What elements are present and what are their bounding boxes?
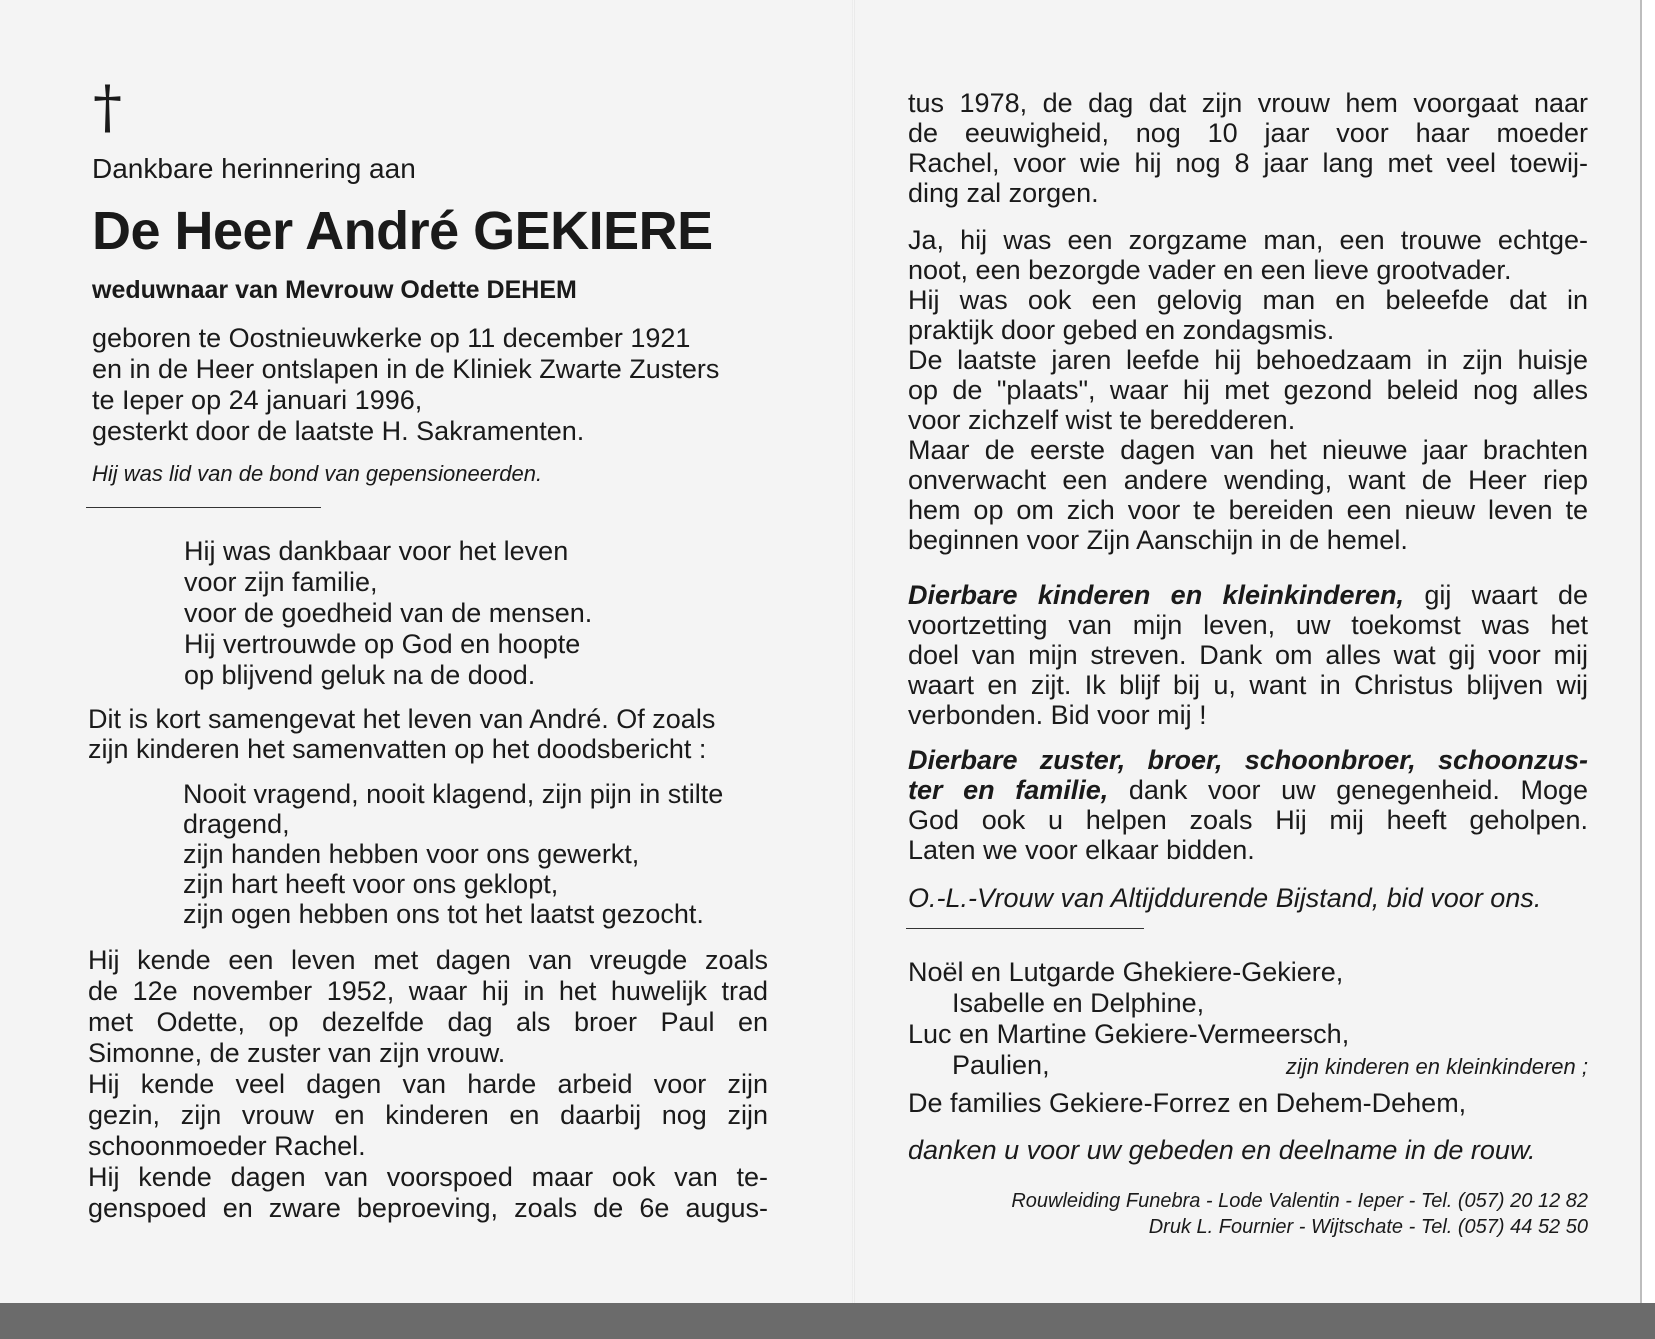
message-to-family bbox=[908, 745, 1588, 865]
text-line: Hij kende veel dagen van harde arbeid voor zijn bbox=[88, 1069, 768, 1099]
text-line: doel van mijn streven. Dank om alles wat gij voor mij bbox=[908, 640, 1588, 670]
text-line: ding zal zorgen. bbox=[908, 178, 1099, 208]
quote-line: zijn hart heeft voor ons geklopt, bbox=[183, 869, 559, 899]
text-line: verbonden. Bid voor mij ! bbox=[908, 700, 1207, 730]
text-line: God ook u helpen zoals Hij mij heeft geholpen. bbox=[908, 805, 1588, 835]
birth-line: geboren te Oostnieuwkerke op 11 december 1921 bbox=[92, 323, 691, 353]
text-line: de 12e november 1952, waar hij in het huwelijk trad bbox=[88, 976, 768, 1006]
text-line: tus 1978, de dag dat zijn vrouw hem voorgaat naar bbox=[908, 88, 1588, 118]
address-lead: ter en familie, bbox=[908, 775, 1109, 805]
text-line bbox=[908, 775, 1588, 805]
text-line: genspoed en zware beproeving, zoals de 6e augus- bbox=[88, 1193, 768, 1223]
thanks-line: danken u voor uw gebeden en deelname in de rouw. bbox=[908, 1135, 1536, 1165]
family-member: Paulien, bbox=[952, 1050, 1050, 1080]
birth-death-info bbox=[92, 323, 719, 447]
poem bbox=[184, 536, 592, 691]
continuation-paragraph bbox=[908, 88, 1588, 208]
membership-note: Hij was lid van de bond van gepensioneerden. bbox=[92, 461, 543, 486]
text-line: Hij kende een leven met dagen van vreugde zoals bbox=[88, 945, 768, 975]
poem-line: Hij vertrouwde op God en hoopte bbox=[184, 629, 581, 659]
text-line: zijn kinderen het samenvatten op het doodsbericht : bbox=[88, 734, 707, 764]
relation-label: zijn kinderen en kleinkinderen ; bbox=[1285, 1054, 1588, 1079]
text-line: voor zichzelf wist te beredderen. bbox=[908, 405, 1296, 435]
text-line: Hij was ook een gelovig man en beleefde dat in bbox=[908, 285, 1588, 315]
text-line: beginnen voor Zijn Aanschijn in de hemel. bbox=[908, 525, 1408, 555]
greeting: Dankbare herinnering aan bbox=[92, 153, 416, 184]
death-notice-quote bbox=[183, 779, 723, 929]
family-line bbox=[908, 1050, 1588, 1082]
quote-line: dragend, bbox=[183, 809, 290, 839]
scan-background-strip bbox=[0, 1303, 1655, 1339]
text-line: hem op om zich voor te bereiden een nieuw leven te bbox=[908, 495, 1588, 525]
message-to-children bbox=[908, 580, 1588, 730]
credit-line: Rouwleiding Funebra - Lode Valentin - Ieper - Tel. (057) 20 12 82 bbox=[1011, 1190, 1588, 1212]
text-line: met Odette, op dezelfde dag als broer Paul en bbox=[88, 1007, 768, 1037]
text-line bbox=[908, 580, 1588, 610]
credit-line: Druk L. Fournier - Wijtschate - Tel. (057) 44 52 50 bbox=[1148, 1216, 1588, 1238]
widower-line: weduwnaar van Mevrouw Odette DEHEM bbox=[92, 276, 577, 304]
birth-line: te Ieper op 24 januari 1996, bbox=[92, 385, 423, 415]
family-line: Luc en Martine Gekiere-Vermeersch, bbox=[908, 1019, 1350, 1049]
text-line: Ja, hij was een zorgzame man, een trouwe echtge- bbox=[908, 225, 1588, 255]
text-line: Maar de eerste dagen van het nieuwe jaar brachten bbox=[908, 435, 1588, 465]
address-lead: Dierbare zuster, broer, schoonbroer, schoonzus- bbox=[908, 745, 1588, 775]
poem-line: voor de goedheid van de mensen. bbox=[184, 598, 593, 628]
text-line: voortzetting van mijn leven, uw toekomst was het bbox=[908, 610, 1588, 640]
poem-line: voor zijn familie, bbox=[184, 567, 378, 597]
text-line: De laatste jaren leefde hij behoedzaam in zijn huisje bbox=[908, 345, 1588, 375]
text-line: Laten we voor elkaar bidden. bbox=[908, 835, 1255, 865]
text-line: op de "plaats", waar hij met gezond beleid nog alles bbox=[908, 375, 1588, 405]
text-line: onverwacht een andere wending, want de Heer riep bbox=[908, 465, 1588, 495]
text-line: schoonmoeder Rachel. bbox=[88, 1131, 366, 1161]
character-paragraph bbox=[908, 225, 1588, 555]
quote-line: zijn ogen hebben ons tot het laatst gezocht. bbox=[183, 899, 704, 929]
family-line: Isabelle en Delphine, bbox=[952, 988, 1205, 1018]
text-line: Hij kende dagen van voorspoed maar ook van te- bbox=[88, 1162, 768, 1192]
family-line: De families Gekiere-Forrez en Dehem-Dehem, bbox=[908, 1088, 1467, 1118]
family-list bbox=[908, 957, 1588, 1119]
birth-line: en in de Heer ontslapen in de Kliniek Zwarte Zusters bbox=[92, 354, 720, 384]
divider bbox=[906, 928, 1144, 929]
cross-icon: † bbox=[93, 73, 122, 141]
text-line: Rachel, voor wie hij nog 8 jaar lang met veel toewij- bbox=[908, 148, 1588, 178]
card-fold bbox=[852, 0, 855, 1303]
text-line: gezin, zijn vrouw en kinderen en daarbij nog zijn bbox=[88, 1100, 768, 1130]
printer-credits bbox=[908, 1188, 1588, 1240]
address-lead: Dierbare kinderen en kleinkinderen, bbox=[908, 580, 1405, 610]
text-line: noot, een bezorgde vader en een lieve grootvader. bbox=[908, 255, 1512, 285]
family-line: Noël en Lutgarde Ghekiere-Gekiere, bbox=[908, 957, 1344, 987]
text-line: Simonne, de zuster van zijn vrouw. bbox=[88, 1038, 506, 1068]
text-line: waart en zijt. Ik blijf bij u, want in Christus blijven wij bbox=[908, 670, 1588, 700]
quote-line: zijn handen hebben voor ons gewerkt, bbox=[183, 839, 640, 869]
text-span: gij waart de bbox=[1404, 580, 1588, 610]
divider bbox=[86, 507, 321, 508]
text-line: de eeuwigheid, nog 10 jaar voor haar moeder bbox=[908, 118, 1588, 148]
birth-line: gesterkt door de laatste H. Sakramenten. bbox=[92, 416, 585, 446]
quote-line: Nooit vragend, nooit klagend, zijn pijn in stilte bbox=[183, 779, 724, 809]
deceased-name: De Heer André GEKIERE bbox=[92, 201, 713, 261]
poem-line: op blijvend geluk na de dood. bbox=[184, 660, 536, 690]
text-span: dank voor uw genegenheid. Moge bbox=[1108, 775, 1588, 805]
text-line: praktijk door gebed en zondagsmis. bbox=[908, 315, 1335, 345]
poem-line: Hij was dankbaar voor het leven bbox=[184, 536, 569, 566]
life-story bbox=[88, 945, 768, 1224]
text-line: Dit is kort samengevat het leven van André. Of zoals bbox=[88, 704, 716, 734]
prayer-line: O.-L.-Vrouw van Altijddurende Bijstand, bid voor ons. bbox=[908, 883, 1542, 913]
summary-paragraph bbox=[88, 704, 766, 764]
